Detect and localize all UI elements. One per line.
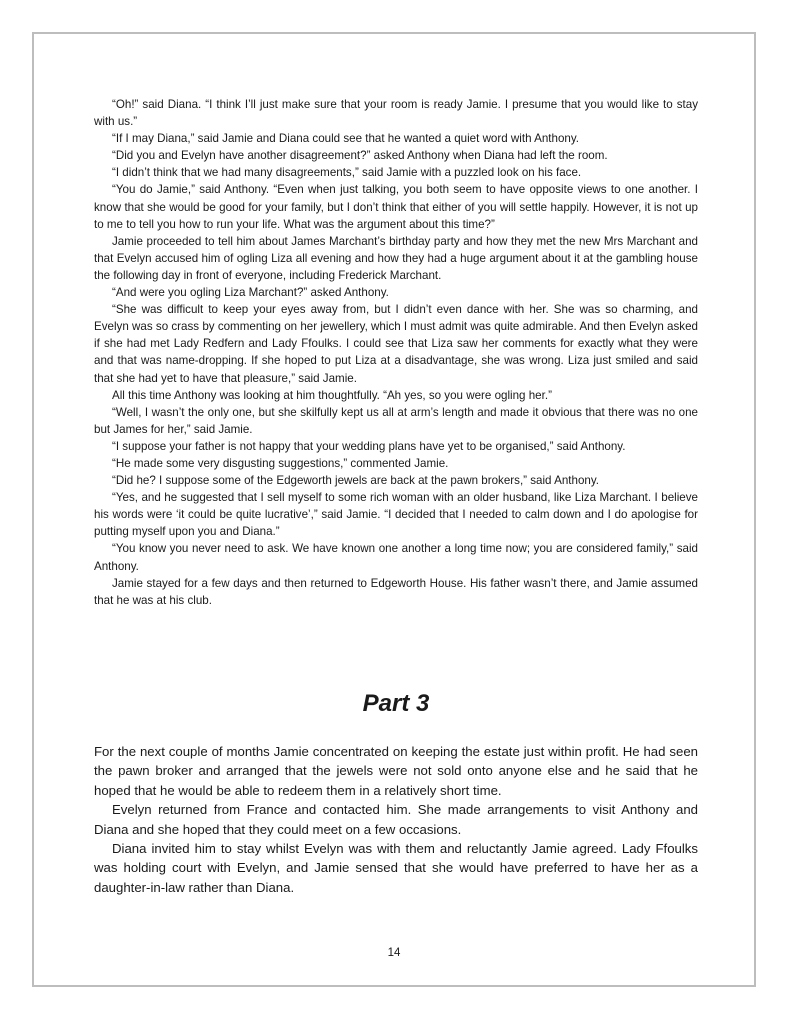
paragraph: Jamie stayed for a few days and then returned to Edgeworth House. His father wasn’t there, and Jamie assumed that he was at his club. [94, 576, 698, 607]
paragraph: “You know you never need to ask. We have known one another a long time now; you are considered family,” said Anthony. [94, 542, 698, 573]
paragraph: “I didn’t think that we had many disagreements,” said Jamie with a puzzled look on his face. [112, 166, 582, 180]
body-text-section-part-3 [94, 742, 698, 897]
paragraph: “I suppose your father is not happy that your wedding plans have yet to be organised,” said Anthony. [112, 439, 626, 453]
page-number: 14 [387, 947, 401, 959]
paragraph: Diana invited him to stay whilst Evelyn was with them and reluctantly Jamie agreed. Lady Ffoulks was holding court with Evelyn, and Jamie sensed that she would have preferred to have her as a daughter-in-law rather than Diana. [94, 841, 698, 895]
body-text-section [94, 96, 698, 609]
paragraph: Evelyn returned from France and contacted him. She made arrangements to visit Anthony and Diana and she hoped that they could meet on a few occasions. [94, 802, 698, 837]
paragraph: “Did he? I suppose some of the Edgeworth jewels are back at the pawn brokers,” said Anthony. [112, 474, 599, 488]
paragraph: “Well, I wasn’t the only one, but she skilfully kept us all at arm’s length and made it obvious that there was no one but James for her,” said Jamie. [94, 405, 698, 436]
paragraph: “If I may Diana,” said Jamie and Diana could see that he wanted a quiet word with Anthony. [112, 132, 580, 146]
paragraph: Jamie proceeded to tell him about James Marchant’s birthday party and how they met the new Mrs Marchant and that Evelyn accused him of ogling Liza all evening and how they had a huge argument about it at the gambling house the following day in front of everyone, including Frederick Marchant. [94, 234, 698, 282]
paragraph: “You do Jamie,” said Anthony. “Even when just talking, you both seem to have opposite views to one another. I know that she would be good for your family, but I don’t think that either of you will settle happily. However, it is not up to me to tell you how to run your life. What was the argument about this time?” [94, 183, 698, 231]
paragraph: “Did you and Evelyn have another disagreement?” asked Anthony when Diana had left the room. [112, 149, 608, 163]
paragraph: For the next couple of months Jamie concentrated on keeping the estate just within profit. He had seen the pawn broker and arranged that the jewels were not sold onto anyone else and he said that he hoped that he would be able to redeem them in a relatively short time. [94, 744, 698, 798]
paragraph: “Oh!” said Diana. “I think I’ll just make sure that your room is ready Jamie. I presume that you would like to stay with us.” [94, 98, 698, 129]
paragraph: “He made some very disgusting suggestions,” commented Jamie. [112, 456, 449, 470]
paragraph: All this time Anthony was looking at him thoughtfully. “Ah yes, so you were ogling her.” [112, 388, 552, 402]
paragraph: “And were you ogling Liza Marchant?” asked Anthony. [112, 286, 389, 300]
paragraph: “She was difficult to keep your eyes away from, but I didn’t even dance with her. She was so charming, and Evelyn was so crass by commenting on her jewellery, which I must admit was quite admirable. And then Evelyn asked if she had met Lady Redfern and Lady Ffoulks. I could see that Liza saw her comments for exactly what they were and that was name-dropping. If she hoped to put Liza at a disadvantage, she was wrong. Liza just smiled and said that she had yet to have that pleasure,” said Jamie. [94, 303, 698, 385]
document-page [32, 32, 756, 987]
section-heading: Part 3 [362, 690, 430, 717]
paragraph: “Yes, and he suggested that I sell myself to some rich woman with an older husband, like Liza Marchant. I believe his words were ‘it could be quite lucrative’,” said Jamie. “I decided that I needed to calm down and I do apologise for putting myself upon you and Diana.” [94, 491, 698, 539]
